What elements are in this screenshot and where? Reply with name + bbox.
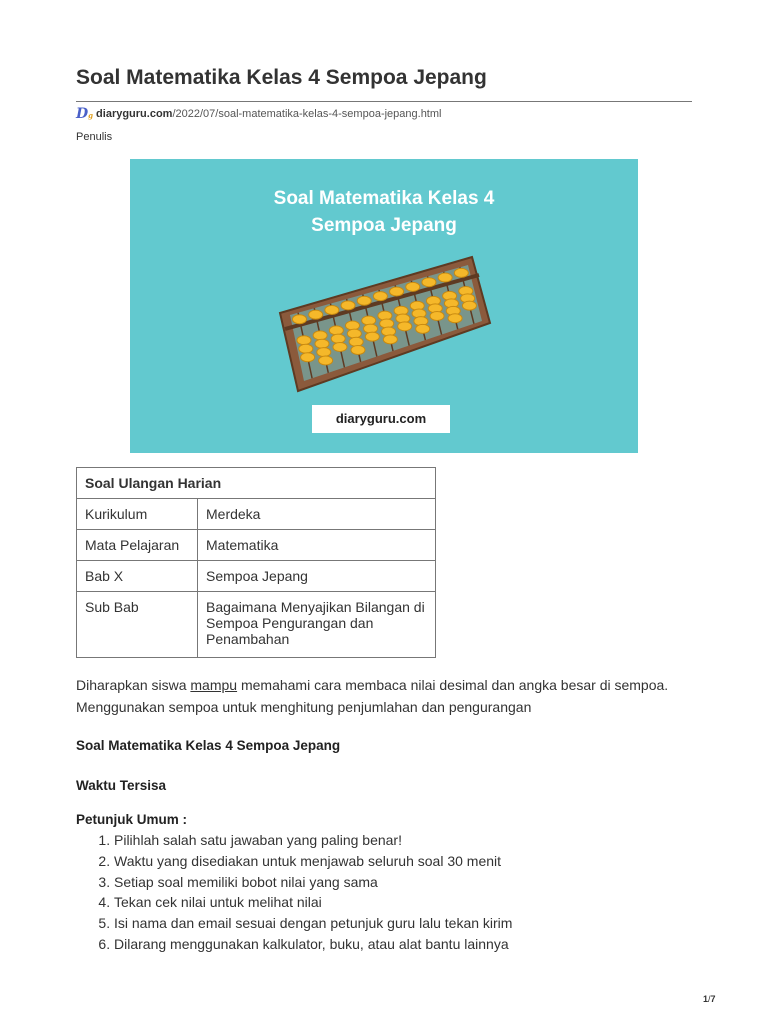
intro-paragraph: Diharapkan siswa mampu memahami cara membaca nilai desimal dan angka besar di sempoa. Menggunakan sempoa untuk menghitung penjumlahan dan pengurangan [76, 677, 669, 715]
abacus-bead [438, 273, 452, 282]
table-row [77, 530, 436, 561]
featured-banner [130, 159, 638, 453]
instructions-list [76, 830, 512, 955]
mampu-link[interactable]: mampu [190, 677, 238, 693]
abacus-bead [462, 301, 476, 310]
abacus-bead [351, 345, 365, 354]
abacus-bead [317, 348, 331, 357]
time-left-label: Waktu Tersisa [76, 778, 167, 793]
table-value: Bagaimana Menyajikan Bilangan di Sempoa Pengurangan dan Penambahan [198, 592, 436, 658]
abacus-bead [319, 356, 333, 365]
table-key: Kurikulum [77, 499, 198, 530]
abacus-bead [301, 353, 315, 362]
abacus-bead [357, 296, 371, 305]
abacus-bead [333, 342, 347, 351]
source-domain[interactable]: diaryguru.com [96, 108, 173, 120]
table-row [77, 561, 436, 592]
abacus-bead [315, 339, 329, 348]
list-item: 1. Pilihlah salah satu jawaban yang paling benar! [114, 830, 512, 851]
abacus-illustration [276, 251, 492, 397]
abacus-bead [416, 324, 430, 333]
list-item: 2. Waktu yang disediakan untuk menjawab seluruh soal 30 menit [114, 851, 512, 872]
abacus-bead [383, 335, 397, 344]
abacus-bead [365, 332, 379, 341]
banner-title: Soal Matematika Kelas 4 Sempoa Jepang [273, 188, 495, 236]
abacus-bead [331, 334, 345, 343]
abacus-bead [373, 292, 387, 301]
table-row [77, 499, 436, 530]
abacus-bead [313, 331, 327, 340]
abacus-bead [364, 324, 378, 333]
abacus-bead [329, 326, 343, 335]
instructions-heading: Petunjuk Umum : [76, 812, 188, 827]
abacus-bead [297, 336, 311, 345]
table-header: Soal Ulangan Harian [77, 468, 436, 499]
table-row [77, 592, 436, 658]
table-value: Matematika [198, 530, 436, 561]
abacus-bead [292, 315, 306, 324]
source-url[interactable] [76, 106, 441, 122]
article-title: Soal Matematika Kelas 4 Sempoa Jepang [76, 66, 487, 89]
banner-site-label: diaryguru.com [312, 405, 450, 433]
abacus-bead [341, 301, 355, 310]
table-header-row [77, 468, 436, 499]
abacus-bead [422, 278, 436, 287]
abacus-bead [349, 337, 363, 346]
abacus-bead [448, 314, 462, 323]
abacus-bead [346, 321, 360, 330]
diaryguru-logo-icon: Dg [76, 106, 94, 122]
abacus-bead [299, 344, 313, 353]
title-divider [76, 101, 692, 102]
abacus-bead [430, 311, 444, 320]
quiz-title: Soal Matematika Kelas 4 Sempoa Jepang [76, 738, 341, 753]
list-item: 4. Tekan cek nilai untuk melihat nilai [114, 892, 512, 913]
source-path[interactable]: /2022/07/soal-matematika-kelas-4-sempoa-jepang.html [172, 108, 442, 120]
table-key: Sub Bab [77, 592, 198, 658]
table-value: Merdeka [198, 499, 436, 530]
author-label: Penulis [76, 131, 113, 143]
lesson-info-table [76, 467, 436, 658]
list-item: 6. Dilarang menggunakan kalkulator, buku, atau alat bantu lainnya [114, 934, 512, 955]
page-counter: 1/7 [703, 994, 716, 1004]
table-value: Sempoa Jepang [198, 561, 436, 592]
table-key: Mata Pelajaran [77, 530, 198, 561]
abacus-bead [406, 282, 420, 291]
abacus-bead [325, 306, 339, 315]
list-item: 5. Isi nama dan email sesuai dengan petunjuk guru lalu tekan kirim [114, 913, 512, 934]
abacus-bead [454, 268, 468, 277]
abacus-bead [362, 316, 376, 325]
abacus-bead [398, 322, 412, 331]
table-key: Bab X [77, 561, 198, 592]
list-item: 3. Setiap soal memiliki bobot nilai yang sama [114, 872, 512, 893]
abacus-bead [390, 287, 404, 296]
abacus-bead [347, 329, 361, 338]
abacus-bead [309, 310, 323, 319]
